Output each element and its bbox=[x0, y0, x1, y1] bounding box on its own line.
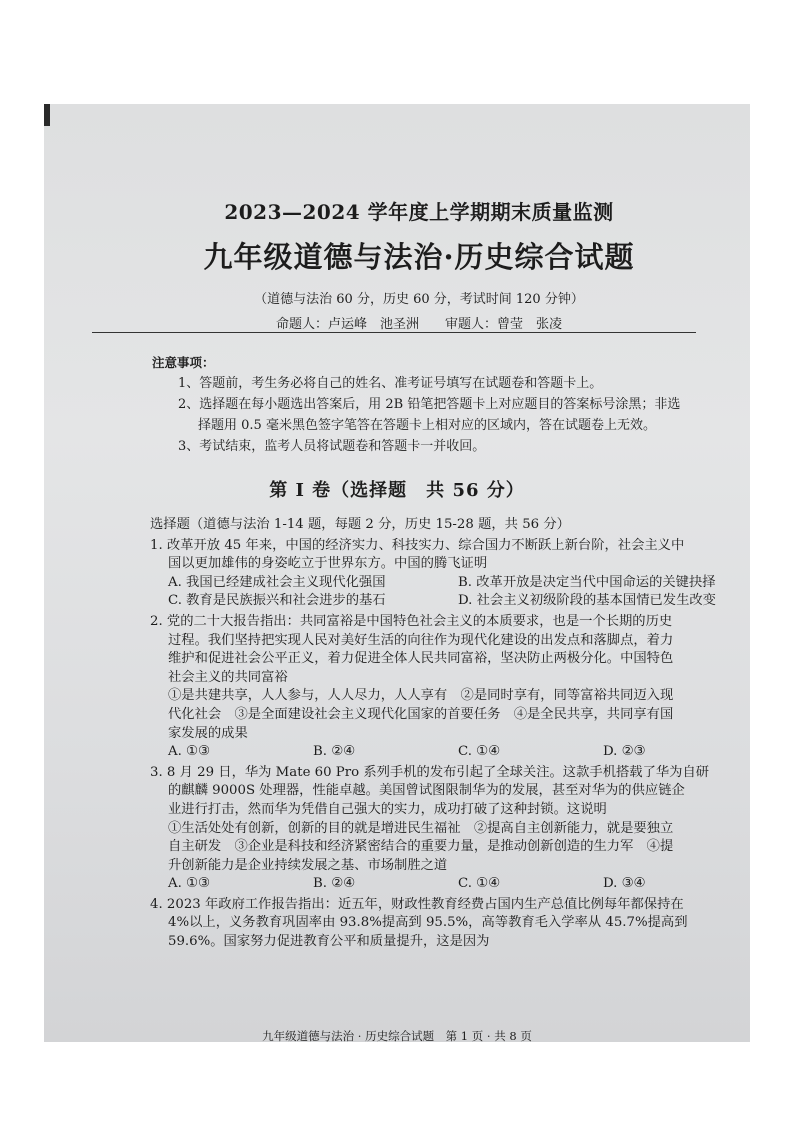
option: D. 社会主义初级阶段的基本国情已发生改变 bbox=[458, 593, 716, 609]
choice-intro: 选择题（道德与法治 1-14 题，每题 2 分，历史 15-28 题，共 56 分） bbox=[150, 517, 570, 532]
question-line: 的麒麟 9000S 处理器，性能卓越。美国曾试图限制华为的发展，甚至对华为的供应链企 bbox=[168, 783, 685, 799]
question-3 bbox=[150, 764, 748, 894]
questions-body bbox=[150, 516, 748, 952]
option: C. ①④ bbox=[458, 744, 500, 760]
exam-title-line2: 九年级道德与法治·历史综合试题 bbox=[203, 240, 635, 274]
scanned-page bbox=[44, 104, 750, 1042]
option: C. 教育是民族振兴和社会进步的基石 bbox=[168, 593, 386, 609]
question-line: 2. 党的二十大报告指出：共同富裕是中国特色社会主义的本质要求，也是一个长期的历史 bbox=[150, 613, 673, 629]
question-4 bbox=[150, 896, 748, 952]
question-line: 升创新能力是企业持续发展之基、市场制胜之道 bbox=[168, 857, 448, 873]
question-line: 国以更加雄伟的身姿屹立于世界东方。中国的腾飞证明 bbox=[168, 556, 488, 572]
option: B. ②④ bbox=[313, 744, 356, 760]
question-1 bbox=[150, 537, 748, 611]
exam-title-line1: 2023—2024 学年度上学期期末质量监测 bbox=[224, 200, 614, 224]
question-line: 维护和促进社会公平正义，着力促进全体人民共同富裕，坚决防止两极分化。中国特色 bbox=[168, 651, 674, 667]
exam-authors: 命题人：卢运峰 池圣洲 审题人：曾莹 张凌 bbox=[275, 317, 562, 332]
notes-heading: 注意事项： bbox=[152, 355, 215, 370]
option: B. 改革开放是决定当代中国命运的关键抉择 bbox=[458, 574, 716, 590]
question-line: 业进行打击，然而华为凭借自己强大的实力，成功打破了这种封锁。这说明 bbox=[168, 801, 607, 817]
question-line: 家发展的成果 bbox=[168, 725, 248, 741]
note-item: 2、选择题在每小题选出答案后，用 2B 铅笔把答题卡上对应题目的答案标号涂黑；非选 bbox=[178, 397, 681, 412]
notes-section bbox=[152, 352, 732, 457]
option: A. 我国已经建成社会主义现代化强国 bbox=[168, 574, 386, 590]
question-line: 4. 2023 年政府工作报告指出：近五年，财政性教育经费占国内生产总值比例每年都保持在 bbox=[150, 896, 684, 912]
question-line: 代化社会 ③是全面建设社会主义现代化国家的首要任务 ④是全民共享，共同享有国 bbox=[168, 706, 674, 722]
option: C. ①④ bbox=[458, 876, 500, 892]
question-line: ①是共建共享，人人参与，人人尽力，人人享有 ②是同时享有，同等富裕共同迈入现 bbox=[168, 688, 674, 704]
question-line: 社会主义的共同富裕 bbox=[168, 669, 288, 685]
question-line: 1. 改革开放 45 年来，中国的经济实力、科技实力、综合国力不断跃上新台阶，社会主义中 bbox=[150, 537, 685, 553]
page-edge-mark bbox=[44, 104, 50, 126]
header-divider bbox=[92, 332, 696, 333]
option: D. ②③ bbox=[603, 744, 646, 760]
section-title: 第 I 卷（选择题 共 56 分） bbox=[269, 480, 525, 501]
question-line: 3. 8 月 29 日，华为 Mate 60 Pro 系列手机的发布引起了全球关注。这款手机搭载了华为自研 bbox=[150, 764, 710, 780]
question-line: 59.6%。国家努力促进教育公平和质量提升，这是因为 bbox=[168, 934, 490, 950]
option: B. ②④ bbox=[313, 876, 356, 892]
question-options bbox=[150, 574, 748, 611]
question-line: 自主研发 ③企业是科技和经济紧密结合的重要力量，是推动创新创造的生力军 ④提 bbox=[168, 839, 674, 855]
note-item: 择题用 0.5 毫米黑色签字笔答在答题卡上相对应的区域内，答在试题卷上无效。 bbox=[198, 418, 656, 433]
page-footer: 九年级道德与法治 · 历史综合试题 第 1 页 · 共 8 页 bbox=[262, 1029, 532, 1042]
option: A. ①③ bbox=[168, 744, 210, 760]
question-options bbox=[150, 743, 748, 762]
question-options bbox=[150, 875, 748, 894]
question-line: 4%以上，义务教育巩固率由 93.8%提高到 95.5%，高等教育毛入学率从 45.7%提高到 bbox=[168, 915, 688, 931]
option: D. ③④ bbox=[603, 876, 646, 892]
exam-subtitle: （道德与法治 60 分，历史 60 分，考试时间 120 分钟） bbox=[254, 292, 584, 307]
note-item: 3、考试结束，监考人员将试题卷和答题卡一并收回。 bbox=[178, 439, 486, 454]
option: A. ①③ bbox=[168, 876, 210, 892]
question-2 bbox=[150, 613, 748, 762]
question-line: 过程。我们坚持把实现人民对美好生活的向往作为现代化建设的出发点和落脚点，着力 bbox=[168, 632, 674, 648]
question-line: ①生活处处有创新，创新的目的就是增进民生福祉 ②提高自主创新能力，就是要独立 bbox=[168, 820, 674, 836]
exam-header bbox=[144, 196, 734, 332]
note-item: 1、答题前，考生务必将自己的姓名、准考证号填写在试题卷和答题卡上。 bbox=[178, 376, 603, 391]
